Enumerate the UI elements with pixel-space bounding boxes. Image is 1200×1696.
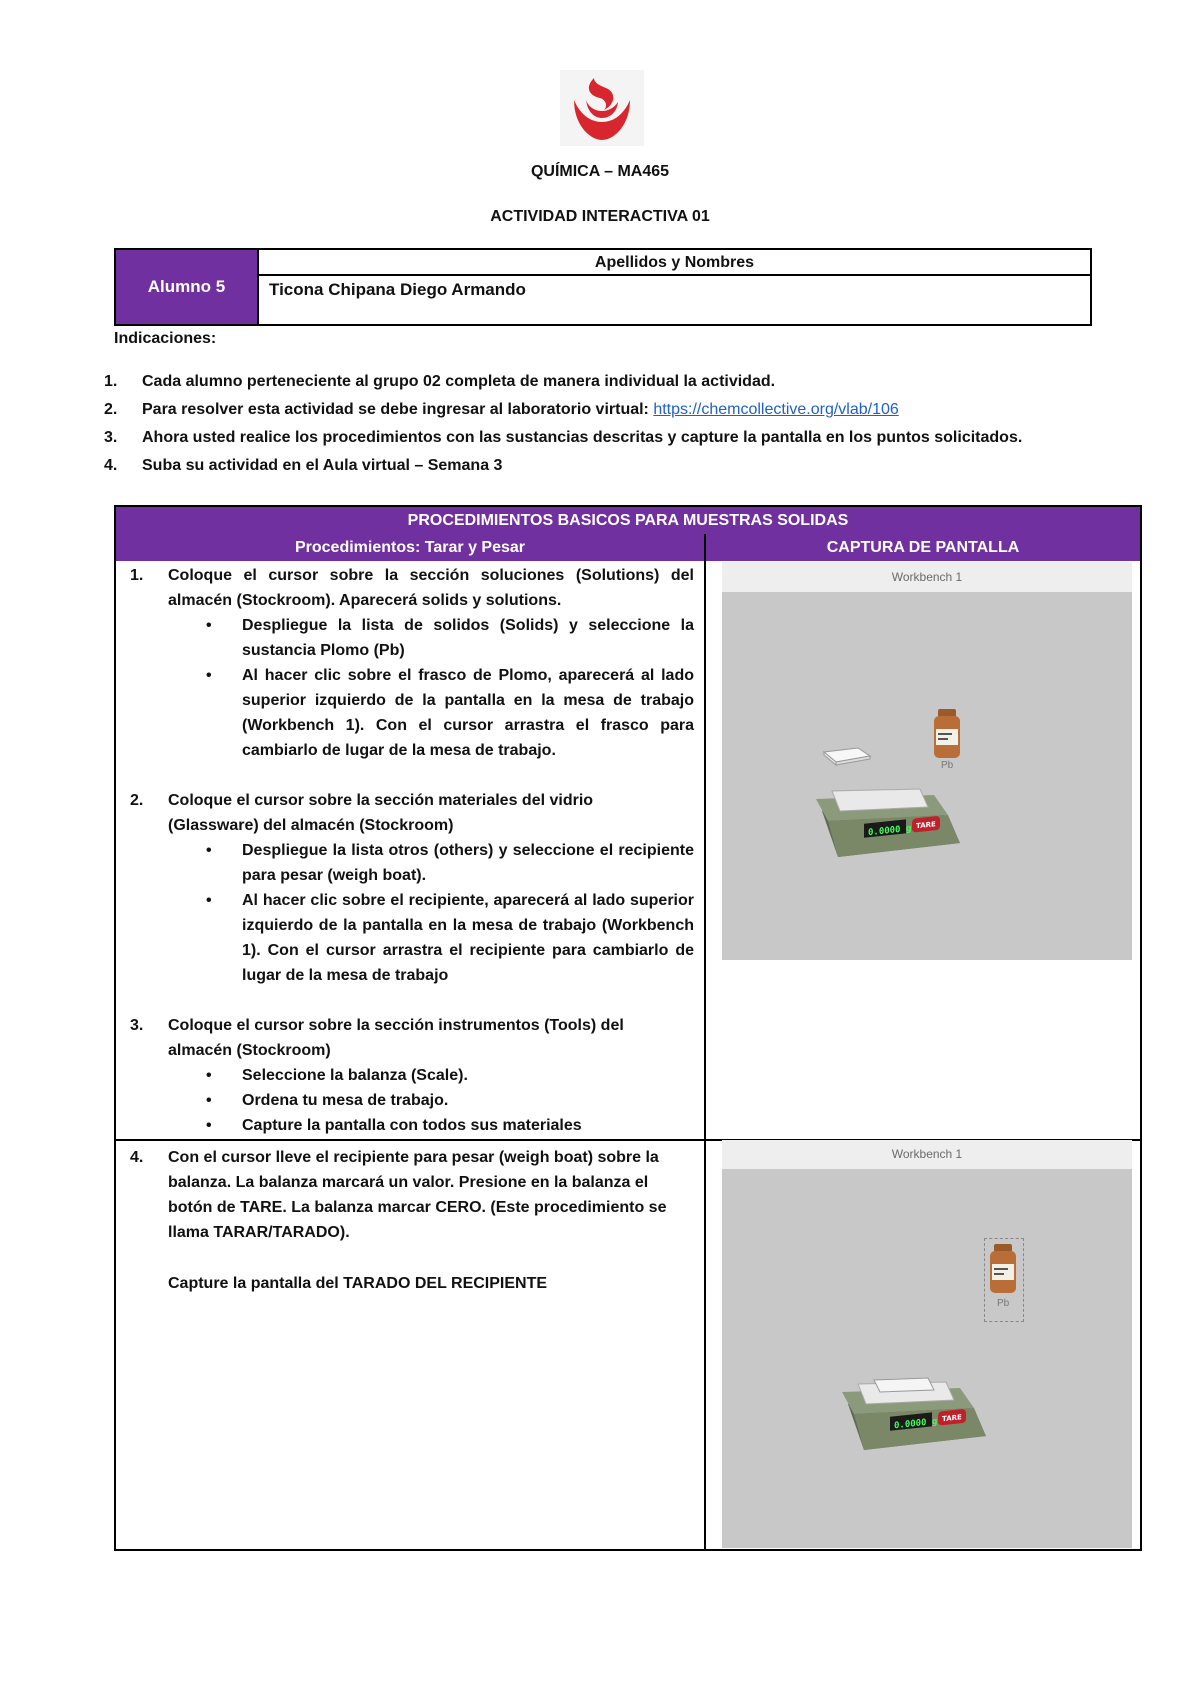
step-text: Con el cursor lleve el recipiente para pesar (weigh boat) sobre la balanza. La balanza marcará un valor. Presione en la balanza el botón de TARE. La balanza marcar CERO. (Este procedimiento se llama TARAR/TARADO). xyxy=(168,1149,667,1241)
step-number: 2. xyxy=(130,792,144,809)
weigh-boat-icon xyxy=(820,744,874,768)
student-table xyxy=(114,248,1092,326)
bullet-item: • Despliegue la lista de solidos (Solids) y seleccione la sustancia Plomo (Pb) xyxy=(206,613,694,663)
procedures-title: PROCEDIMIENTOS BASICOS PARA MUESTRAS SOLIDAS xyxy=(116,507,1140,535)
list-text: Cada alumno perteneciente al grupo 02 completa de manera individual la actividad. xyxy=(142,373,776,390)
list-item xyxy=(104,368,1104,396)
list-number: 1. xyxy=(104,373,118,390)
university-logo xyxy=(560,70,644,146)
step-text: Coloque el cursor sobre la sección instrumentos (Tools) del almacén (Stockroom) xyxy=(168,1017,624,1059)
list-text: Para resolver esta actividad se debe ingresar al laboratorio virtual: xyxy=(142,401,654,418)
bullet-item: • Al hacer clic sobre el recipiente, aparecerá al lado superior izquierdo de la pantalla en la mesa de trabajo (Workbench 1). Con el cursor arrastra el recipiente para cambiarlo de lugar de la mesa de trabajo xyxy=(206,888,694,988)
scale-icon xyxy=(814,785,962,863)
step-text: Coloque el cursor sobre la sección soluciones (Solutions) del almacén (Stockroom). Aparecerá solids y solutions. xyxy=(168,567,694,609)
document-title: QUÍMICA – MA465 xyxy=(530,163,670,180)
list-item xyxy=(104,424,1104,452)
step-number: 1. xyxy=(130,567,144,584)
lead-bottle-icon xyxy=(932,709,962,759)
student-name: Ticona Chipana Diego Armando xyxy=(269,280,526,299)
tare-button: TARE xyxy=(916,819,936,831)
workbench-screenshot-2 xyxy=(722,1140,1132,1548)
procedures-left-header: Procedimientos: Tarar y Pesar xyxy=(116,534,706,561)
workbench-screenshot-1 xyxy=(722,562,1132,960)
step-number: 3. xyxy=(130,1017,144,1034)
tare-button: TARE xyxy=(942,1412,962,1424)
bullet-item: • Ordena tu mesa de trabajo. xyxy=(206,1088,694,1113)
list-text: Suba su actividad en el Aula virtual – Semana 3 xyxy=(142,457,503,474)
indications-list xyxy=(104,368,1104,480)
bullet-item: • Al hacer clic sobre el frasco de Plomo, aparecerá al lado superior izquierdo de la pantalla en la mesa de trabajo (Workbench 1). Con el cursor arrastra el frasco para cambiarlo de lugar de la mesa de trabajo. xyxy=(206,663,694,763)
scale-icon xyxy=(840,1376,988,1456)
scale-display: 0.0000 g xyxy=(868,823,912,839)
bottle-label: Pb xyxy=(997,1298,1010,1309)
list-number: 2. xyxy=(104,401,118,418)
capture-instruction: Capture la pantalla del TARADO DEL RECIPIENTE xyxy=(168,1275,548,1292)
student-label: Alumno 5 xyxy=(116,250,259,324)
document-subtitle: ACTIVIDAD INTERACTIVA 01 xyxy=(490,208,710,225)
step-text: Coloque el cursor sobre la sección materiales del vidrio (Glassware) del almacén (Stockroom) xyxy=(168,792,594,834)
vlab-link[interactable]: https://chemcollective.org/vlab/106 xyxy=(653,401,899,418)
list-item xyxy=(104,396,1104,424)
step-bullets xyxy=(206,1063,694,1138)
bullet-item: • Capture la pantalla con todos sus materiales xyxy=(206,1113,694,1138)
student-column-header: Apellidos y Nombres xyxy=(259,250,1090,276)
list-item xyxy=(104,452,1104,480)
list-number: 3. xyxy=(104,429,118,446)
bottle-label: Pb xyxy=(941,760,954,771)
step-number: 4. xyxy=(130,1149,144,1166)
indications-title: Indicaciones: xyxy=(114,330,217,347)
workbench-title: Workbench 1 xyxy=(722,1140,1132,1169)
step-bullets xyxy=(206,838,694,988)
list-text-with-link xyxy=(142,396,899,424)
list-text: Ahora usted realice los procedimientos con las sustancias descritas y capture la pantalla en los puntos solicitados. xyxy=(142,429,1023,446)
step-bullets xyxy=(206,613,694,763)
lead-bottle-icon xyxy=(988,1244,1018,1294)
workbench-title: Workbench 1 xyxy=(722,562,1132,592)
procedures-right-header: CAPTURA DE PANTALLA xyxy=(706,534,1140,561)
list-number: 4. xyxy=(104,457,118,474)
bullet-item: • Despliegue la lista otros (others) y seleccione el recipiente para pesar (weigh boat). xyxy=(206,838,694,888)
column-divider xyxy=(704,561,706,1549)
scale-display: 0.0000 g xyxy=(894,1416,938,1432)
bullet-item: • Seleccione la balanza (Scale). xyxy=(206,1063,694,1088)
